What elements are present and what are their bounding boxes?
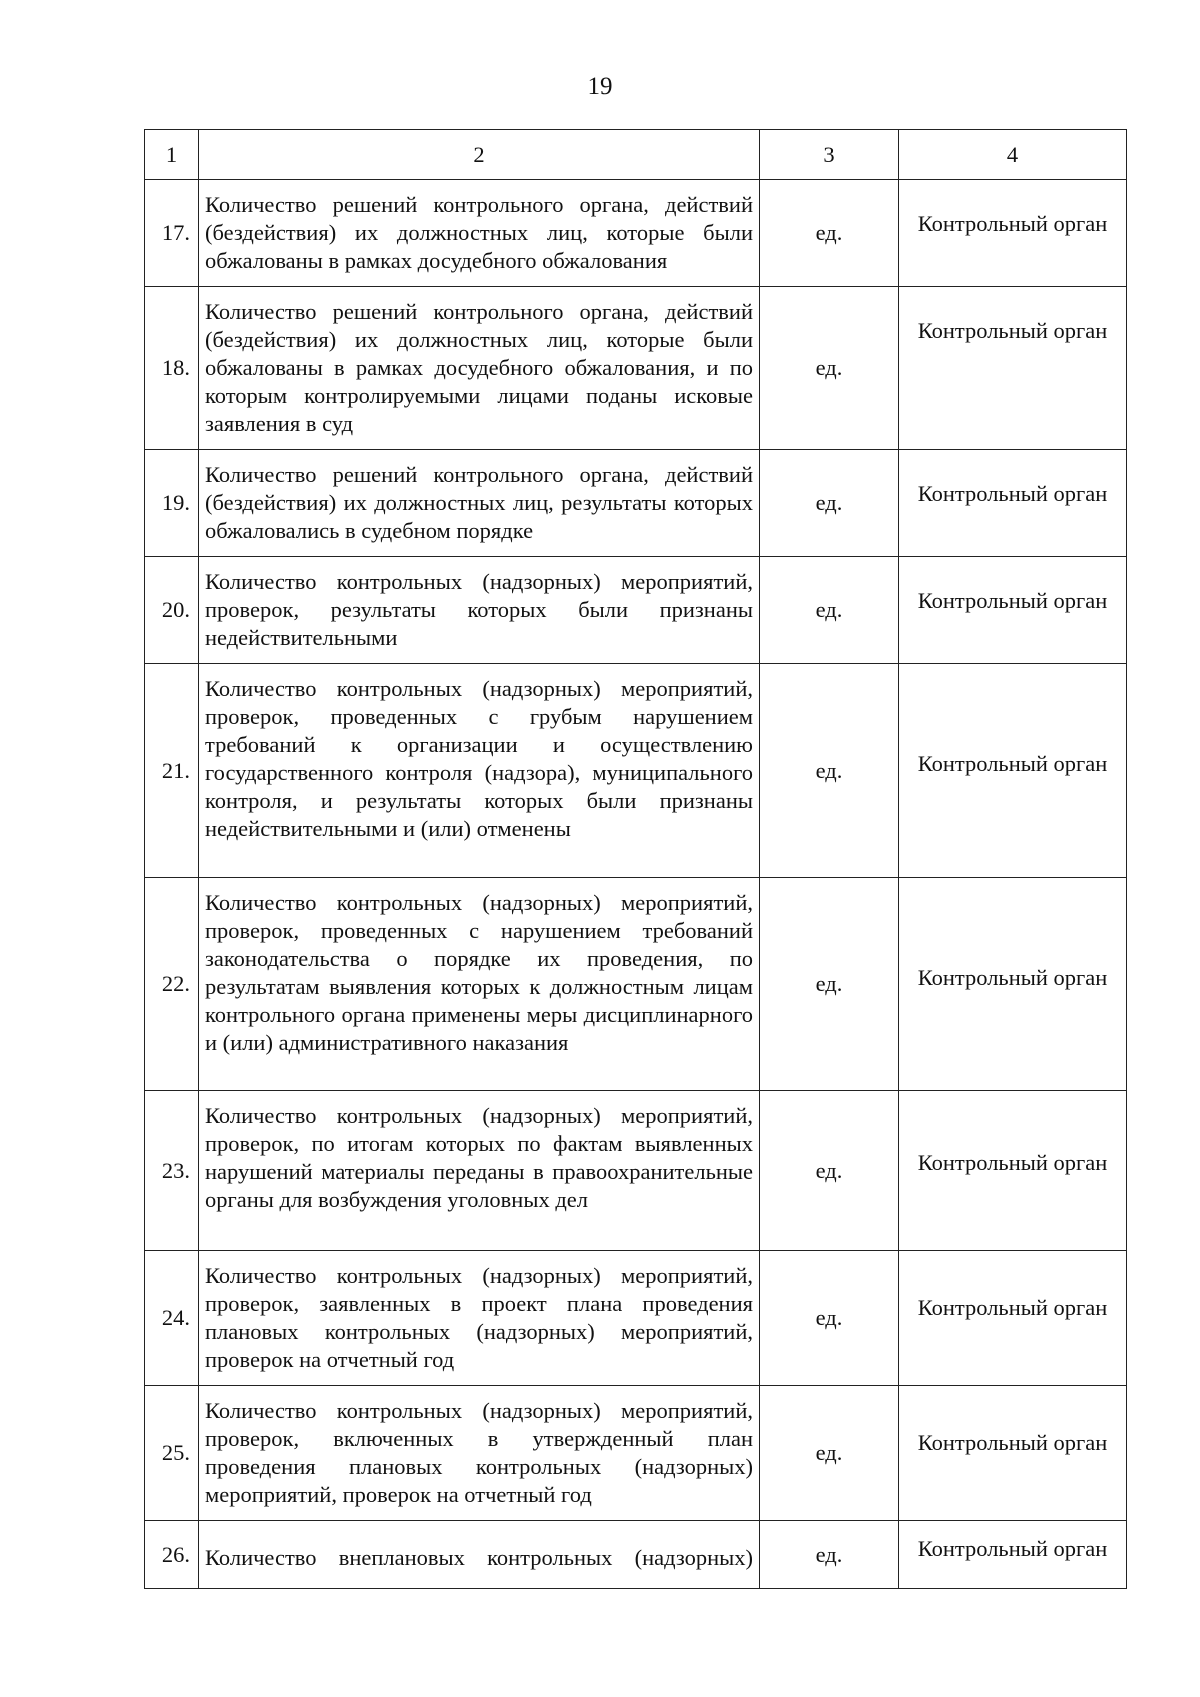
table-row xyxy=(145,1251,1127,1386)
table-row xyxy=(145,450,1127,557)
column-header-3: 3 xyxy=(760,130,899,180)
row-unit: ед. xyxy=(760,180,899,287)
row-unit: ед. xyxy=(760,1091,899,1251)
row-source: Контрольный орган xyxy=(899,664,1127,878)
row-unit: ед. xyxy=(760,1251,899,1386)
table-row xyxy=(145,180,1127,287)
row-source: Контрольный орган xyxy=(899,878,1127,1091)
row-number: 24. xyxy=(145,1251,199,1386)
column-header-2: 2 xyxy=(199,130,760,180)
row-unit: ед. xyxy=(760,557,899,664)
row-description: Количество контрольных (надзорных) мероприятий, проверок, заявленных в проект плана проведения плановых контрольных (надзорных) мероприятий, проверок на отчетный год xyxy=(199,1251,760,1386)
row-unit: ед. xyxy=(760,1521,899,1589)
row-source: Контрольный орган xyxy=(899,1386,1127,1521)
row-source: Контрольный орган xyxy=(899,1521,1127,1589)
row-number: 19. xyxy=(145,450,199,557)
table-row xyxy=(145,1091,1127,1251)
column-header-4: 4 xyxy=(899,130,1127,180)
indicators-table xyxy=(144,129,1127,1589)
row-source: Контрольный орган xyxy=(899,557,1127,664)
row-source: Контрольный орган xyxy=(899,1091,1127,1251)
row-number: 23. xyxy=(145,1091,199,1251)
row-number: 26. xyxy=(145,1521,199,1589)
row-unit: ед. xyxy=(760,287,899,450)
table-row xyxy=(145,1386,1127,1521)
row-number: 17. xyxy=(145,180,199,287)
row-number: 18. xyxy=(145,287,199,450)
row-description: Количество контрольных (надзорных) мероприятий, проверок, проведенных с грубым нарушением требований к организации и осуществлению государственного контроля (надзора), муниципального контроля, и результаты которых были признаны недействительными и (или) отменены xyxy=(199,664,760,878)
table-row xyxy=(145,557,1127,664)
row-number: 21. xyxy=(145,664,199,878)
column-header-1: 1 xyxy=(145,130,199,180)
table-row xyxy=(145,878,1127,1091)
row-source: Контрольный орган xyxy=(899,287,1127,450)
table-row xyxy=(145,287,1127,450)
row-description: Количество контрольных (надзорных) мероприятий, проверок, результаты которых были признаны недействительными xyxy=(199,557,760,664)
row-unit: ед. xyxy=(760,664,899,878)
row-source: Контрольный орган xyxy=(899,180,1127,287)
page-number: 19 xyxy=(587,73,613,100)
row-description: Количество контрольных (надзорных) мероприятий, проверок, проведенных с нарушением требований законодательства о порядке их проведения, по результатам выявления которых к должностным лицам контрольного органа применены меры дисциплинарного и (или) административного наказания xyxy=(199,878,760,1091)
row-source: Контрольный орган xyxy=(899,1251,1127,1386)
table-row xyxy=(145,1521,1127,1589)
row-unit: ед. xyxy=(760,878,899,1091)
row-number: 20. xyxy=(145,557,199,664)
row-description: Количество решений контрольного органа, действий (бездействия) их должностных лиц, результаты которых обжаловались в судебном порядке xyxy=(199,450,760,557)
row-description: Количество внеплановых контрольных (надзорных) xyxy=(199,1521,760,1589)
row-description: Количество решений контрольного органа, действий (бездействия) их должностных лиц, которые были обжалованы в рамках досудебного обжалования xyxy=(199,180,760,287)
row-unit: ед. xyxy=(760,1386,899,1521)
row-description: Количество контрольных (надзорных) мероприятий, проверок, по итогам которых по фактам выявленных нарушений материалы переданы в правоохранительные органы для возбуждения уголовных дел xyxy=(199,1091,760,1251)
table-header-row xyxy=(145,130,1127,180)
row-number: 22. xyxy=(145,878,199,1091)
row-source: Контрольный орган xyxy=(899,450,1127,557)
row-description: Количество решений контрольного органа, действий (бездействия) их должностных лиц, которые были обжалованы в рамках досудебного обжалования, и по которым контролируемыми лицами поданы исковые заявления в суд xyxy=(199,287,760,450)
row-description: Количество контрольных (надзорных) мероприятий, проверок, включенных в утвержденный план проведения плановых контрольных (надзорных) мероприятий, проверок на отчетный год xyxy=(199,1386,760,1521)
row-number: 25. xyxy=(145,1386,199,1521)
table-row xyxy=(145,664,1127,878)
row-unit: ед. xyxy=(760,450,899,557)
